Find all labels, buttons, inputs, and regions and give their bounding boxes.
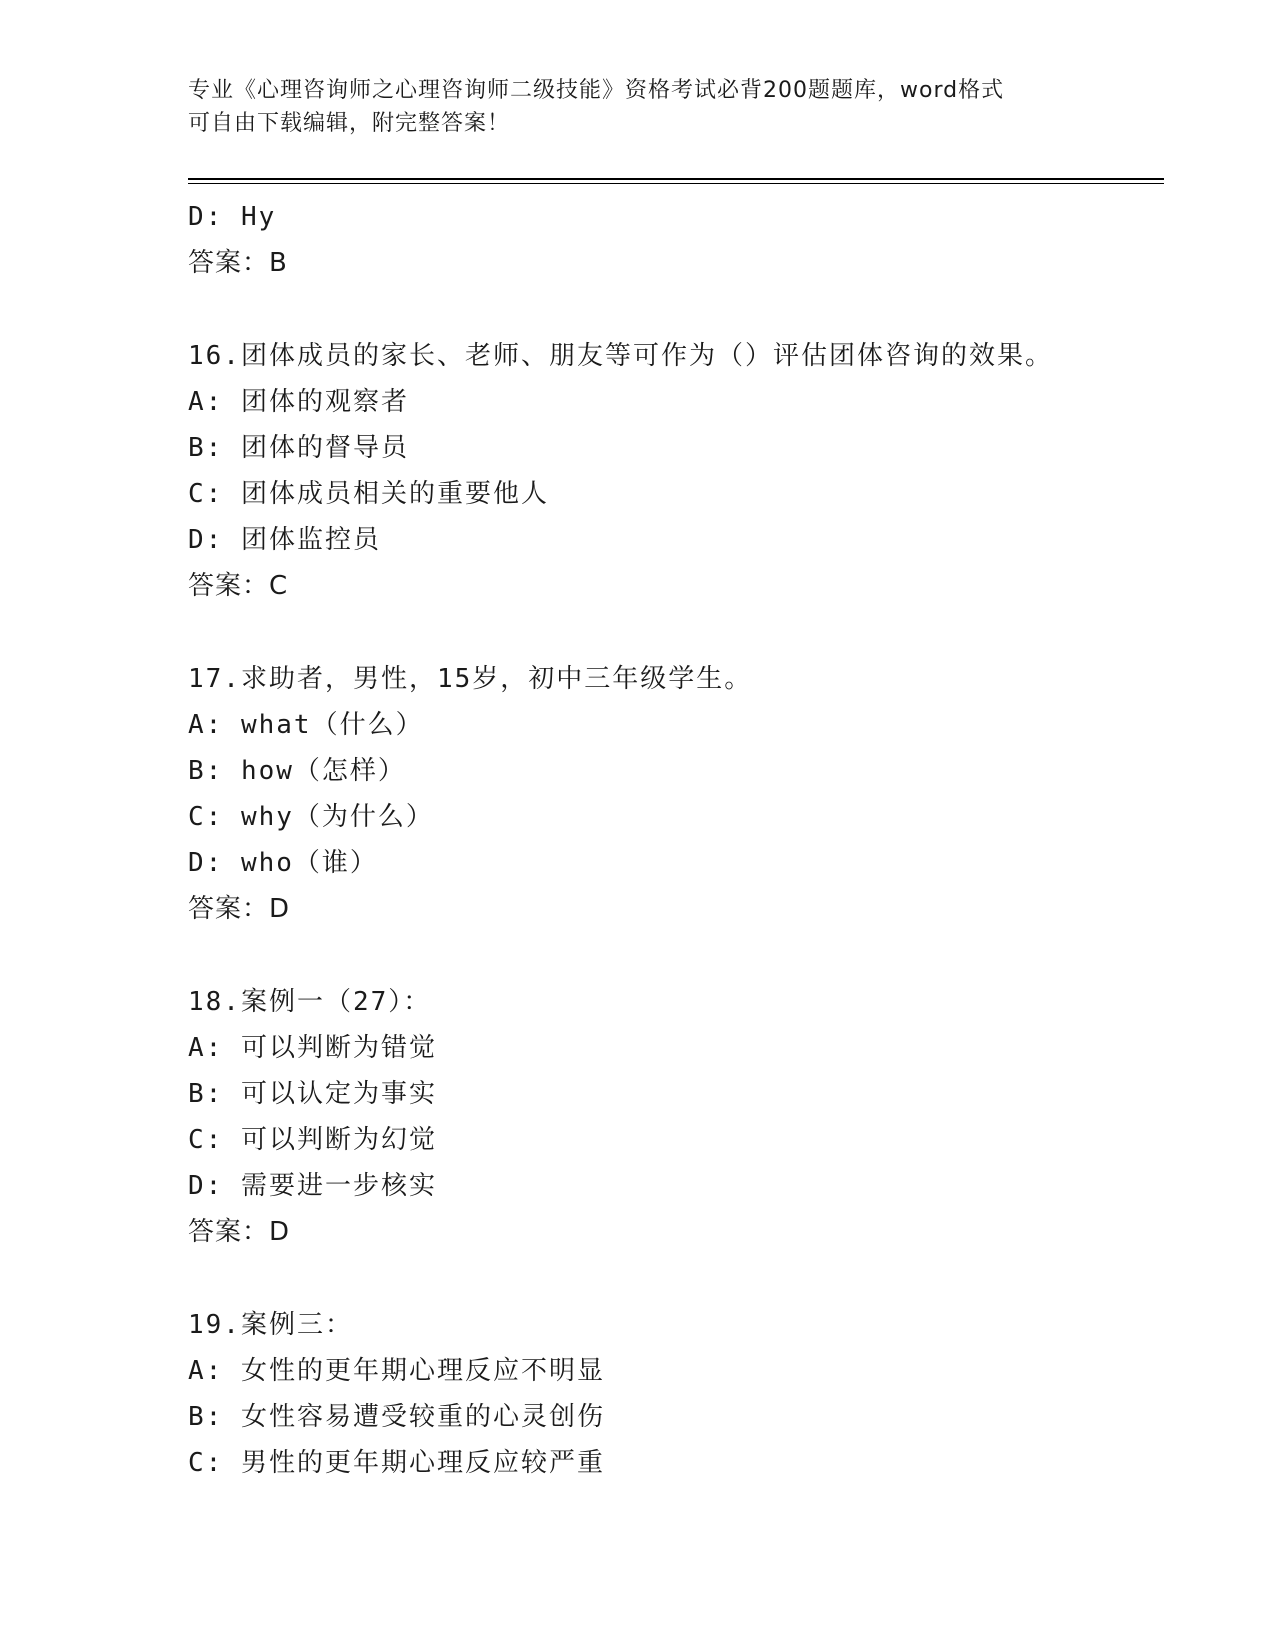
option-a: A: 女性的更年期心理反应不明显 [188,1356,605,1386]
question-stem: 19.案例三： [188,1310,353,1340]
question-16 [188,333,1164,609]
spacer [188,609,1164,656]
option-a: A: what（什么） [188,710,424,740]
option-b: B: 女性容易遭受较重的心灵创伤 [188,1402,605,1432]
option-b: B: how（怎样） [188,756,406,786]
question-19 [188,1302,1164,1486]
option-b: B: 可以认定为事实 [188,1079,437,1109]
spacer [188,286,1164,333]
question-18 [188,979,1164,1255]
document-header [188,74,1088,140]
question-stem: 18.案例一（27）： [188,987,432,1017]
answer: 答案：D [188,894,291,924]
carryover-answer: 答案：B [188,248,288,278]
option-c: C: 团体成员相关的重要他人 [188,479,549,509]
option-a: A: 团体的观察者 [188,387,409,417]
header-line-2: 可自由下载编辑，附完整答案！ [188,111,511,136]
option-c: C: why（为什么） [188,802,434,832]
question-stem: 16.团体成员的家长、老师、朋友等可作为（）评估团体咨询的效果。 [188,341,1053,371]
answer: 答案：D [188,1217,291,1247]
header-divider-thick [188,178,1164,180]
spacer [188,932,1164,979]
option-a: A: 可以判断为错觉 [188,1033,437,1063]
answer: 答案：C [188,571,289,601]
option-d: D: 需要进一步核实 [188,1171,437,1201]
header-divider-thin [188,183,1164,184]
option-c: C: 可以判断为幻觉 [188,1125,437,1155]
header-line-1: 专业《心理咨询师之心理咨询师二级技能》资格考试必背200题题库，word格式 [188,78,1005,103]
spacer [188,1255,1164,1302]
question-stem: 17.求助者，男性，15岁，初中三年级学生。 [188,664,753,694]
option-b: B: 团体的督导员 [188,433,409,463]
question-list [188,194,1164,1486]
carryover-option-d: D: Hy [188,202,277,232]
option-d: D: who（谁） [188,848,378,878]
option-d: D: 团体监控员 [188,525,381,555]
question-17 [188,656,1164,932]
option-c: C: 男性的更年期心理反应较严重 [188,1448,605,1478]
